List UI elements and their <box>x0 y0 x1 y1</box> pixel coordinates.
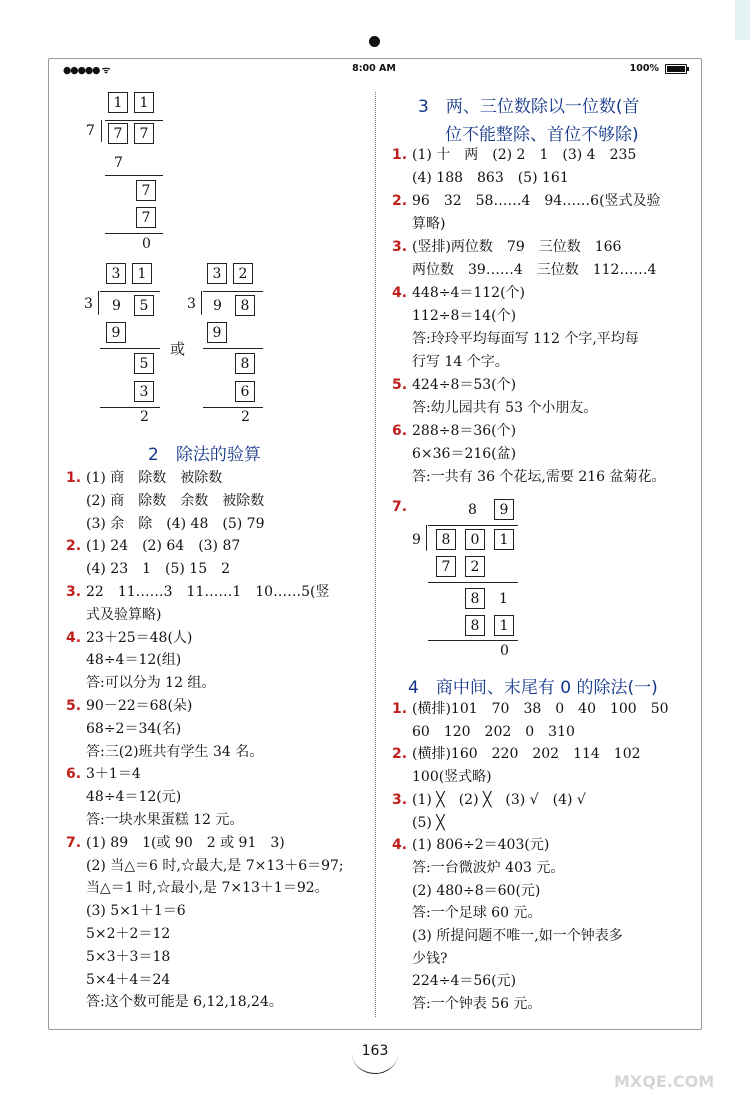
section-title-3-line2: 位不能整除、首位不够除) <box>445 125 639 145</box>
answer-line: 答:三(2)班共有学生 34 名。 <box>86 743 264 760</box>
page-number: 163 <box>361 1043 389 1059</box>
answer-line: (4) 23 1 (5) 15 2 <box>86 561 231 578</box>
dividend-digit: 8 <box>436 529 456 550</box>
remainder-digit: 7 <box>136 180 156 201</box>
question-number: 6. <box>392 423 408 439</box>
question-number: 3. <box>66 584 82 600</box>
subtract-line <box>100 348 160 349</box>
answer-line: 两位数 39……4 三位数 112……4 <box>412 262 657 278</box>
question-number: 1. <box>66 470 82 486</box>
battery-percent: 100% <box>629 63 659 74</box>
answer-line: (2) 商 除数 余数 被除数 <box>86 492 265 509</box>
answer-line: 5×4＋4＝24 <box>86 971 171 988</box>
answer-line: 90－22＝68(朵) <box>86 698 193 714</box>
question-number: 3. <box>392 239 408 255</box>
answer-line: 68÷2＝34(名) <box>86 720 182 737</box>
question-number: 7. <box>392 499 408 515</box>
answer-line: (4) 188 863 (5) 161 <box>412 170 569 186</box>
division-bar <box>203 291 263 292</box>
answer-line: 22 11……3 11……1 10……5(竖 <box>86 584 330 600</box>
answer-line: 96 32 58……4 94……6(竖式及验 <box>412 193 661 209</box>
quotient-digit: 9 <box>494 499 514 520</box>
subtract-digit: 8 <box>465 615 485 636</box>
answer-line: (5) ╳ <box>412 814 445 831</box>
dividend-digit: 7 <box>108 123 128 144</box>
page-edge-strip <box>735 0 750 40</box>
division-bracket <box>98 291 99 315</box>
answer-line: 答:玲玲平均每面写 112 个字,平均每 <box>412 331 639 347</box>
answer-line: 答:一块水果蛋糕 12 元。 <box>86 812 244 828</box>
divisor: 9 <box>412 532 421 548</box>
answer-line: (1) 商 除数 被除数 <box>86 470 223 486</box>
question-number: 1. <box>392 147 408 163</box>
answer-line: 288÷8＝36(个) <box>412 423 517 439</box>
question-number: 2. <box>66 538 82 555</box>
dividend-digit: 7 <box>134 123 154 144</box>
quotient-digit: 2 <box>233 263 253 284</box>
question-number: 4. <box>392 837 408 854</box>
answer-line: 112÷8＝14(个) <box>412 308 517 324</box>
camera-dot <box>369 36 380 47</box>
quotient-digit: 3 <box>106 263 126 284</box>
quotient-digit: 1 <box>108 92 128 113</box>
answer-line: (3) 余 除 (4) 48 (5) 79 <box>86 515 265 532</box>
division-bracket <box>201 291 202 315</box>
watermark-url: MXQE.COM <box>614 1072 715 1091</box>
subtract-line <box>100 407 160 408</box>
answer-line: 答:一个足球 60 元。 <box>412 905 542 922</box>
subtract-digit: 9 <box>207 322 227 343</box>
subtract-line <box>428 582 518 583</box>
remainder-digit: 5 <box>134 353 154 374</box>
question-number: 3. <box>392 791 408 808</box>
question-number: 5. <box>392 377 408 393</box>
section-title-2: 2 除法的验算 <box>148 445 261 465</box>
answer-line: 式及验算略) <box>86 606 162 623</box>
answer-line: 6×36＝216(盆) <box>412 446 517 462</box>
answer-line: 行写 14 个字。 <box>412 354 509 370</box>
answer-line: 答:这个数可能是 6,12,18,24。 <box>86 994 283 1011</box>
answer-line: 少钱? <box>412 950 448 967</box>
dividend-digit: 5 <box>134 295 154 316</box>
subtract-line <box>203 348 263 349</box>
answer-line: 60 120 202 0 310 <box>412 723 575 740</box>
answer-line: (1) 806÷2＝403(元) <box>412 837 550 854</box>
subtract-digit: 9 <box>106 322 126 343</box>
question-number: 7. <box>66 834 82 851</box>
section-title-3-line1: 3 两、三位数除以一位数(首 <box>418 97 640 117</box>
division-bar <box>100 291 160 292</box>
answer-line: 5×2＋2＝12 <box>86 926 171 942</box>
subtract-line <box>105 175 163 176</box>
answer-line: 224÷4＝56(元) <box>412 973 517 990</box>
answer-line: (竖排)两位数 79 三位数 166 <box>412 239 622 255</box>
question-number: 1. <box>392 701 408 717</box>
answer-line: 448÷4＝112(个) <box>412 285 526 301</box>
division-bracket <box>101 120 102 142</box>
quotient-digit: 3 <box>207 263 227 284</box>
dividend-digit: 9 <box>112 298 121 314</box>
status-bar <box>49 60 699 78</box>
subtract-digit: 6 <box>235 381 255 402</box>
remainder-digit: 8 <box>465 588 485 609</box>
column-divider <box>375 92 376 1017</box>
answer-line: 答:一台微波炉 403 元。 <box>412 859 565 876</box>
answer-line: 100(竖式略) <box>412 769 492 786</box>
answer-line: 424÷8＝53(个) <box>412 377 517 393</box>
status-time: 8:00 AM <box>352 63 396 74</box>
question-number: 4. <box>392 285 408 301</box>
final-remainder: 2 <box>241 409 250 425</box>
final-remainder: 2 <box>140 409 149 425</box>
answer-line: 48÷4＝12(组) <box>86 652 182 669</box>
answer-line: (2) 480÷8＝60(元) <box>412 882 541 899</box>
divisor: 3 <box>187 296 196 312</box>
section-title-4: 4 商中间、末尾有 0 的除法(一) <box>408 678 658 698</box>
subtract-digit: 1 <box>494 615 514 636</box>
subtract-digit: 7 <box>436 556 456 577</box>
answer-line: (1) 24 (2) 64 (3) 87 <box>86 538 241 555</box>
question-number: 4. <box>66 629 82 646</box>
dividend-digit: 0 <box>465 529 485 550</box>
subtract-digit: 3 <box>134 381 154 402</box>
answer-line: 答:幼儿园共有 53 个小朋友。 <box>412 400 598 416</box>
answer-line: (3) 5×1＋1＝6 <box>86 903 186 920</box>
or-word: 或 <box>170 340 186 358</box>
division-bar <box>105 120 163 121</box>
question-number: 6. <box>66 766 82 783</box>
subtract-value: 7 <box>114 155 123 171</box>
dividend-digit: 8 <box>235 295 255 316</box>
divisor: 7 <box>86 123 95 139</box>
division-bar <box>428 525 518 526</box>
question-number: 5. <box>66 698 82 714</box>
answer-line: (1) 十 两 (2) 2 1 (3) 4 235 <box>412 147 637 163</box>
battery-icon <box>665 64 687 74</box>
answer-line: (1) ╳ (2) ╳ (3) √ (4) √ <box>412 791 586 808</box>
answer-line: 答:一共有 36 个花坛,需要 216 盆菊花。 <box>412 469 666 485</box>
divisor: 3 <box>84 296 93 312</box>
answer-line: 23＋25＝48(人) <box>86 629 193 646</box>
quotient-digit: 1 <box>134 92 154 113</box>
final-remainder: 0 <box>500 643 509 659</box>
dividend-digit: 9 <box>213 298 222 314</box>
subtract-digit: 2 <box>465 556 485 577</box>
subtract-line <box>105 233 163 234</box>
answer-line: (横排)101 70 38 0 40 100 50 <box>412 701 669 717</box>
answer-line: 当△＝1 时,☆最小,是 7×13＋1＝92。 <box>86 880 329 897</box>
answer-line: 3＋1＝4 <box>86 766 141 783</box>
dividend-digit: 1 <box>494 529 514 550</box>
division-bracket <box>426 525 427 551</box>
answer-line: 答:一个钟表 56 元。 <box>412 996 542 1013</box>
question-number: 2. <box>392 193 408 209</box>
question-number: 2. <box>392 746 408 763</box>
answer-line: 算略) <box>412 216 446 232</box>
subtract-digit: 7 <box>136 207 156 228</box>
answer-line: (1) 89 1(或 90 2 或 91 3) <box>86 834 285 851</box>
answer-line: (3) 所提问题不唯一,如一个钟表多 <box>412 928 623 944</box>
signal-icon: ●●●●● ᯤ <box>63 65 110 76</box>
quotient-digit: 1 <box>132 263 152 284</box>
remainder-digit: 1 <box>499 591 508 607</box>
remainder-digit: 8 <box>235 353 255 374</box>
final-remainder: 0 <box>142 236 151 252</box>
subtract-line <box>203 407 263 408</box>
answer-line: (横排)160 220 202 114 102 <box>412 746 641 763</box>
answer-line: 答:可以分为 12 组。 <box>86 675 216 692</box>
answer-line: (2) 当△＝6 时,☆最大,是 7×13＋6＝97; <box>86 857 344 874</box>
quotient-digit: 8 <box>468 502 477 518</box>
answer-line: 5×3＋3＝18 <box>86 948 171 965</box>
answer-line: 48÷4＝12(元) <box>86 789 182 806</box>
